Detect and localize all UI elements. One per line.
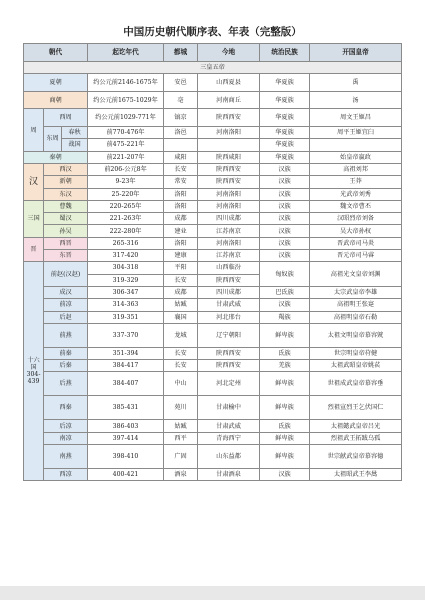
table-row: [24, 225, 402, 237]
ethnic-cell: 鲜卑族: [260, 323, 310, 347]
founder-cell: 光武帝刘秀: [310, 188, 402, 200]
ethnic-cell: 氐族: [260, 347, 310, 359]
ethnic-cell: 汉族: [260, 213, 310, 225]
capital-cell: 长安: [164, 347, 198, 359]
header-founder: 开国皇帝: [310, 44, 402, 62]
ethnic-cell: 羯族: [260, 311, 310, 323]
group-shiliuguo-name: 十六国: [27, 357, 40, 372]
today-cell: 陕西西安: [198, 360, 260, 372]
ethnic-cell: 匈奴族: [260, 262, 310, 287]
capital-cell: 襄国: [164, 311, 198, 323]
ethnic-cell: 羌族: [260, 360, 310, 372]
founder-cell: 世祖成武皇帝慕容垂: [310, 372, 402, 396]
dynasty-name: 东汉: [44, 188, 88, 200]
ethnic-cell: 巴氐族: [260, 286, 310, 298]
header-dynasty: 朝代: [24, 44, 88, 62]
table-row: [24, 469, 402, 481]
years-cell: 220-265年: [88, 200, 164, 212]
years-cell: 约公元前1675-1029年: [88, 91, 164, 109]
today-cell: 江苏南京: [198, 250, 260, 262]
capital-cell: 洛阳: [164, 237, 198, 249]
years-cell: 约公元前1029-771年: [88, 109, 164, 127]
capital-cell: 西平: [164, 432, 198, 444]
dynasty-name: 后凉: [44, 420, 88, 432]
today-cell: 河南洛阳: [198, 127, 260, 139]
table-row: [24, 237, 402, 249]
founder-cell: 太祖武昭皇帝姚苌: [310, 360, 402, 372]
group-shiliuguo: [24, 262, 44, 481]
capital-cell: 苑川: [164, 396, 198, 420]
ethnic-cell: 华夏族: [260, 127, 310, 139]
table-row: [24, 299, 402, 311]
years-cell: 25-220年: [88, 188, 164, 200]
today-cell: 四川成都: [198, 286, 260, 298]
years-cell: 400-421: [88, 469, 164, 481]
years-cell: 约公元前2146-1675年: [88, 74, 164, 92]
founder-cell: 高祖明王张寔: [310, 299, 402, 311]
table-row: [24, 445, 402, 469]
years-cell: 221-263年: [88, 213, 164, 225]
dynasty-name: 后秦: [44, 360, 88, 372]
capital-cell: 姑臧: [164, 299, 198, 311]
years-cell: 384-407: [88, 372, 164, 396]
bottom-scrollbar-strip: [0, 586, 425, 600]
dynasty-name: 前燕: [44, 323, 88, 347]
years-cell: 314-363: [88, 299, 164, 311]
today-cell: 青海西宁: [198, 432, 260, 444]
dynasty-name: 蜀汉: [44, 213, 88, 225]
table-row: [24, 396, 402, 420]
capital-cell: 酒泉: [164, 469, 198, 481]
today-cell: 陕西西安: [198, 109, 260, 127]
header-capital: 都城: [164, 44, 198, 62]
founder-cell: 高祖刘邦: [310, 163, 402, 175]
years-cell: 319-351: [88, 311, 164, 323]
today-cell: 甘肃武威: [198, 420, 260, 432]
table-row: [24, 127, 402, 139]
today-cell: 陕西西安: [198, 163, 260, 175]
dynasty-name: 前秦: [44, 347, 88, 359]
table-row: [24, 286, 402, 298]
table-row: [24, 262, 402, 274]
years-cell: 319-329: [88, 274, 164, 286]
founder-cell: 太祖昭武王李暠: [310, 469, 402, 481]
founder-cell: 晋元帝司马睿: [310, 250, 402, 262]
capital-cell: 成都: [164, 213, 198, 225]
dynasty-name: 西秦: [44, 396, 88, 420]
table-row: [24, 151, 402, 163]
dynasty-table: [23, 43, 402, 481]
dynasty-name: 孙吴: [44, 225, 88, 237]
today-cell: 甘肃酒泉: [198, 469, 260, 481]
founder-cell: 始皇帝嬴政: [310, 151, 402, 163]
capital-cell: 洛阳: [164, 200, 198, 212]
ethnic-cell: 汉族: [260, 237, 310, 249]
today-cell: 河北定州: [198, 372, 260, 396]
ethnic-cell: 华夏族: [260, 91, 310, 109]
table-row: [24, 200, 402, 212]
ethnic-cell: 鲜卑族: [260, 396, 310, 420]
group-zhou: 周: [24, 109, 44, 151]
table-row: [24, 188, 402, 200]
today-cell: 陕西西安: [198, 176, 260, 188]
today-cell: 陕西西安: [198, 274, 260, 286]
ethnic-cell: 汉族: [260, 176, 310, 188]
capital-cell: 平阳: [164, 262, 198, 274]
dynasty-name: 商朝: [24, 91, 88, 109]
founder-cell: 太祖懿武皇帝吕光: [310, 420, 402, 432]
table-row: [24, 420, 402, 432]
founder-cell: 周文王姬昌: [310, 109, 402, 127]
ethnic-cell: 汉族: [260, 225, 310, 237]
founder-cell: 禹: [310, 74, 402, 92]
ethnic-cell: 汉族: [260, 188, 310, 200]
capital-cell: 安邑: [164, 74, 198, 92]
today-cell: 山西夏县: [198, 74, 260, 92]
years-cell: 前206-公元8年: [88, 163, 164, 175]
dynasty-name: 夏朝: [24, 74, 88, 92]
founder-cell: 世宗献武皇帝慕容德: [310, 445, 402, 469]
today-cell: 河南商丘: [198, 91, 260, 109]
capital-cell: 广固: [164, 445, 198, 469]
founder-cell: 太祖文明皇帝慕容皝: [310, 323, 402, 347]
dynasty-name: 战国: [62, 139, 88, 151]
today-cell: 甘肃榆中: [198, 396, 260, 420]
table-row: [24, 311, 402, 323]
group-han: 汉: [24, 163, 44, 200]
table-row: [24, 347, 402, 359]
ethnic-cell: 华夏族: [260, 139, 310, 151]
years-cell: 265-316: [88, 237, 164, 249]
table-row: [24, 109, 402, 127]
today-cell: 河南洛阳: [198, 188, 260, 200]
founder-cell: 周平王姬宜臼: [310, 127, 402, 139]
today-cell: 甘肃武威: [198, 299, 260, 311]
years-cell: 222-280年: [88, 225, 164, 237]
table-row: [24, 250, 402, 262]
years-cell: 351-394: [88, 347, 164, 359]
capital-cell: 洛阳: [164, 188, 198, 200]
capital-cell: 咸阳: [164, 151, 198, 163]
years-cell: 386-403: [88, 420, 164, 432]
ethnic-cell: 鲜卑族: [260, 432, 310, 444]
founder-cell: 王莽: [310, 176, 402, 188]
today-cell: 河北邢台: [198, 311, 260, 323]
founder-cell: 吴大帝孙权: [310, 225, 402, 237]
capital-cell: 镐京: [164, 109, 198, 127]
ethnic-cell: 汉族: [260, 299, 310, 311]
dynasty-name: 新朝: [44, 176, 88, 188]
table-row: [24, 74, 402, 92]
capital-cell: 洛邑: [164, 127, 198, 139]
capital-cell: 长安: [164, 360, 198, 372]
table-row: [24, 360, 402, 372]
founder-cell: 汤: [310, 91, 402, 109]
dynasty-name: 前凉: [44, 299, 88, 311]
dynasty-name: 前赵(汉赵): [44, 262, 88, 287]
years-cell: 397-414: [88, 432, 164, 444]
capital-cell: 亳: [164, 91, 198, 109]
capital-cell: 成都: [164, 286, 198, 298]
capital-cell: [164, 139, 198, 151]
dynasty-name: 后燕: [44, 372, 88, 396]
capital-cell: 建业: [164, 225, 198, 237]
header-ethnic: 统治民族: [260, 44, 310, 62]
capital-cell: 常安: [164, 176, 198, 188]
table-row: [24, 163, 402, 175]
dynasty-name: 南凉: [44, 432, 88, 444]
founder-cell: 高祖光文皇帝刘渊: [310, 262, 402, 287]
ethnic-cell: 华夏族: [260, 74, 310, 92]
table-row: [24, 213, 402, 225]
founder-cell: 世宗明皇帝苻健: [310, 347, 402, 359]
ethnic-cell: 鲜卑族: [260, 445, 310, 469]
dynasty-name: 秦朝: [24, 151, 88, 163]
group-jin: 晋: [24, 237, 44, 262]
ethnic-cell: 汉族: [260, 250, 310, 262]
table-row: [24, 432, 402, 444]
today-cell: 山西临汾: [198, 262, 260, 274]
founder-cell: 魏文帝曹丕: [310, 200, 402, 212]
today-cell: 陕西西安: [198, 347, 260, 359]
table-row: [24, 91, 402, 109]
today-cell: 陕西咸阳: [198, 151, 260, 163]
dynasty-name: 西周: [44, 109, 88, 127]
group-shiliuguo-years: 304-439: [26, 371, 41, 386]
page-title: 中国历史朝代顺序表、年表（完整版）: [123, 26, 302, 38]
today-cell: 四川成都: [198, 213, 260, 225]
dynasty-name: 后赵: [44, 311, 88, 323]
header-today: 今地: [198, 44, 260, 62]
table-row: [24, 176, 402, 188]
header-years: 起讫年代: [88, 44, 164, 62]
today-cell: 河南洛阳: [198, 237, 260, 249]
years-cell: 385-431: [88, 396, 164, 420]
founder-cell: 烈祖武王拓跋乌孤: [310, 432, 402, 444]
ethnic-cell: 氐族: [260, 420, 310, 432]
section-row: [24, 62, 402, 74]
dynasty-name: 曹魏: [44, 200, 88, 212]
today-cell: 河南洛阳: [198, 200, 260, 212]
founder-cell: 太宗武皇帝李雄: [310, 286, 402, 298]
group-donzhou: 东周: [44, 127, 62, 152]
capital-cell: 中山: [164, 372, 198, 396]
ethnic-cell: 汉族: [260, 469, 310, 481]
ethnic-cell: 鲜卑族: [260, 372, 310, 396]
years-cell: 384-417: [88, 360, 164, 372]
ethnic-cell: 汉族: [260, 163, 310, 175]
ethnic-cell: 华夏族: [260, 151, 310, 163]
table-row: [24, 139, 402, 151]
years-cell: 306-347: [88, 286, 164, 298]
today-cell: 山东益都: [198, 445, 260, 469]
today-cell: 江苏南京: [198, 225, 260, 237]
capital-cell: 长安: [164, 274, 198, 286]
group-sanguo: 三国: [24, 200, 44, 237]
ethnic-cell: 汉族: [260, 200, 310, 212]
years-cell: 前221-207年: [88, 151, 164, 163]
dynasty-name: 西晋: [44, 237, 88, 249]
founder-cell: 烈祖宣烈王乞伏国仁: [310, 396, 402, 420]
years-cell: 317-420: [88, 250, 164, 262]
capital-cell: 龙城: [164, 323, 198, 347]
capital-cell: 长安: [164, 163, 198, 175]
capital-cell: 建康: [164, 250, 198, 262]
table-header-row: [24, 44, 402, 62]
dynasty-name: 南燕: [44, 445, 88, 469]
section-label: 三皇五帝: [24, 62, 402, 74]
dynasty-name: 西汉: [44, 163, 88, 175]
dynasty-name: 东晋: [44, 250, 88, 262]
founder-cell: [310, 139, 402, 151]
table-row: [24, 372, 402, 396]
capital-cell: 姑臧: [164, 420, 198, 432]
ethnic-cell: 华夏族: [260, 109, 310, 127]
dynasty-name: 春秋: [62, 127, 88, 139]
years-cell: 前770-476年: [88, 127, 164, 139]
founder-cell: 晋武帝司马炎: [310, 237, 402, 249]
founder-cell: 高祖明皇帝石勒: [310, 311, 402, 323]
today-cell: [198, 139, 260, 151]
dynasty-name: 成汉: [44, 286, 88, 298]
dynasty-name: 西凉: [44, 469, 88, 481]
founder-cell: 汉昭烈帝刘备: [310, 213, 402, 225]
years-cell: 337-370: [88, 323, 164, 347]
years-cell: 398-410: [88, 445, 164, 469]
years-cell: 前475-221年: [88, 139, 164, 151]
table-row: [24, 323, 402, 347]
years-cell: 9-23年: [88, 176, 164, 188]
today-cell: 辽宁朝阳: [198, 323, 260, 347]
years-cell: 304-318: [88, 262, 164, 274]
